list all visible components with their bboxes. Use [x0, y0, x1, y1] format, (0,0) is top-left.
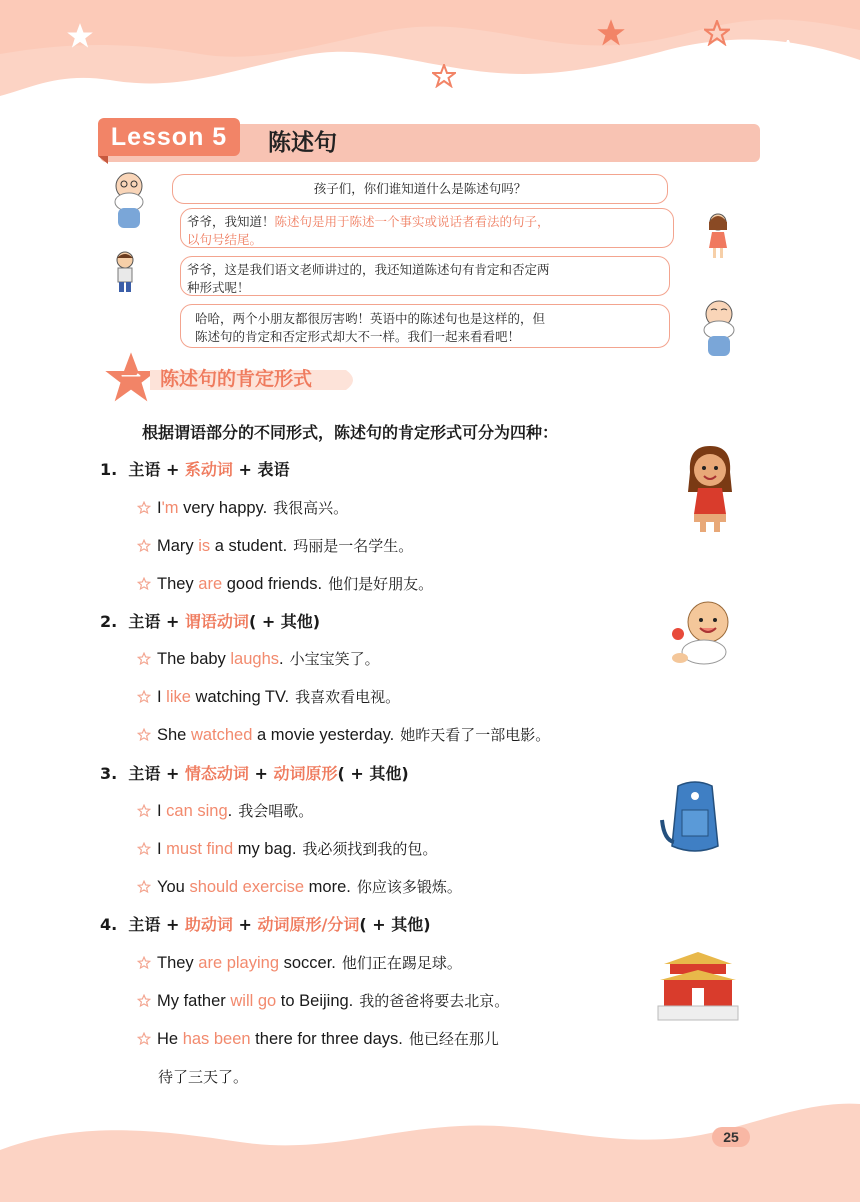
pattern-heading: 2. 主语 + 谓语动词( + 其他) — [100, 612, 321, 631]
example-sentence: The baby laughs. 小宝宝笑了。 — [137, 647, 380, 671]
grandpa-icon — [108, 168, 150, 232]
flower-bullet-icon — [137, 994, 151, 1008]
lesson-label: Lesson 5 — [98, 118, 240, 156]
star-icon — [772, 40, 804, 72]
example-sentence: I must find my bag. 我必须找到我的包。 — [137, 837, 437, 861]
flower-bullet-icon — [137, 728, 151, 742]
star-icon — [66, 22, 94, 50]
pattern-heading: 4. 主语 + 助动词 + 动词原形/分词( + 其他) — [100, 915, 431, 934]
dialogue-line: 陈述句的肯定和否定形式却大不一样。我们一起来看看吧！ — [195, 329, 521, 344]
dialogue-line: 爷爷，这是我们语文老师讲过的，我还知道陈述句有肯定和否定两 — [187, 262, 550, 277]
section-number: 一 — [121, 365, 141, 389]
flower-bullet-icon — [137, 501, 151, 515]
intro-text: 根据谓语部分的不同形式，陈述句的肯定形式可分为四种： — [142, 423, 559, 442]
example-sentence: They are good friends. 他们是好朋友。 — [137, 572, 433, 596]
dialogue-highlight: 陈述句是用于陈述一个事实或说话者看法的句子， — [274, 214, 550, 229]
flower-bullet-icon — [137, 652, 151, 666]
pattern-heading: 1. 主语 + 系动词 + 表语 — [100, 460, 290, 479]
lesson-title: 陈述句 — [268, 130, 337, 156]
girl-illustration-icon — [682, 442, 738, 534]
example-sentence: You should exercise more. 你应该多锻炼。 — [137, 875, 462, 899]
flower-bullet-icon — [137, 577, 151, 591]
star-icon — [704, 20, 730, 46]
dialogue-line: 哈哈，两个小朋友都很厉害哟！英语中的陈述句也是这样的，但 — [195, 311, 546, 326]
dialogue-line: 孩子们，你们谁知道什么是陈述句吗？ — [313, 181, 527, 196]
example-sentence: He has been there for three days. 他已经在那儿 — [137, 1027, 499, 1051]
flower-bullet-icon — [137, 956, 151, 970]
boy-icon — [112, 250, 138, 294]
girl-icon — [706, 212, 730, 260]
flower-bullet-icon — [137, 880, 151, 894]
flower-bullet-icon — [137, 804, 151, 818]
example-sentence: I'm very happy. 我很高兴。 — [137, 496, 348, 520]
section-title: 陈述句的肯定形式 — [160, 368, 313, 390]
backpack-icon — [658, 780, 732, 856]
dialogue-line: 爷爷，我知道！ — [187, 214, 275, 229]
dialogue-line: 以句号结尾。 — [187, 232, 263, 247]
example-continuation: 待了三天了。 — [158, 1068, 249, 1086]
lesson-tab-fold — [98, 156, 108, 164]
example-sentence: My father will go to Beijing. 我的爸爸将要去北京。 — [137, 989, 509, 1013]
grandpa-icon — [696, 296, 742, 358]
example-sentence: I like watching TV. 我喜欢看电视。 — [137, 685, 400, 709]
speech-bubble — [180, 256, 670, 296]
speech-bubble — [180, 208, 674, 248]
example-sentence: She watched a movie yesterday. 她昨天看了一部电影。 — [137, 723, 550, 747]
top-wave-decoration — [0, 0, 860, 110]
speech-bubble — [180, 304, 670, 348]
page-number: 25 — [712, 1127, 750, 1147]
flower-bullet-icon — [137, 690, 151, 704]
star-icon — [596, 18, 626, 48]
example-sentence: Mary is a student. 玛丽是一名学生。 — [137, 534, 413, 558]
example-sentence: I can sing. 我会唱歌。 — [137, 799, 313, 823]
star-icon — [432, 64, 456, 88]
speech-bubble — [172, 174, 668, 204]
example-sentence: They are playing soccer. 他们正在踢足球。 — [137, 951, 462, 975]
tiananmen-icon — [656, 950, 740, 1022]
flower-bullet-icon — [137, 842, 151, 856]
dialogue-line: 种形式呢！ — [187, 280, 250, 295]
flower-bullet-icon — [137, 539, 151, 553]
baby-illustration-icon — [666, 598, 738, 670]
pattern-heading: 3. 主语 + 情态动词 + 动词原形( + 其他) — [100, 764, 409, 783]
flower-bullet-icon — [137, 1032, 151, 1046]
